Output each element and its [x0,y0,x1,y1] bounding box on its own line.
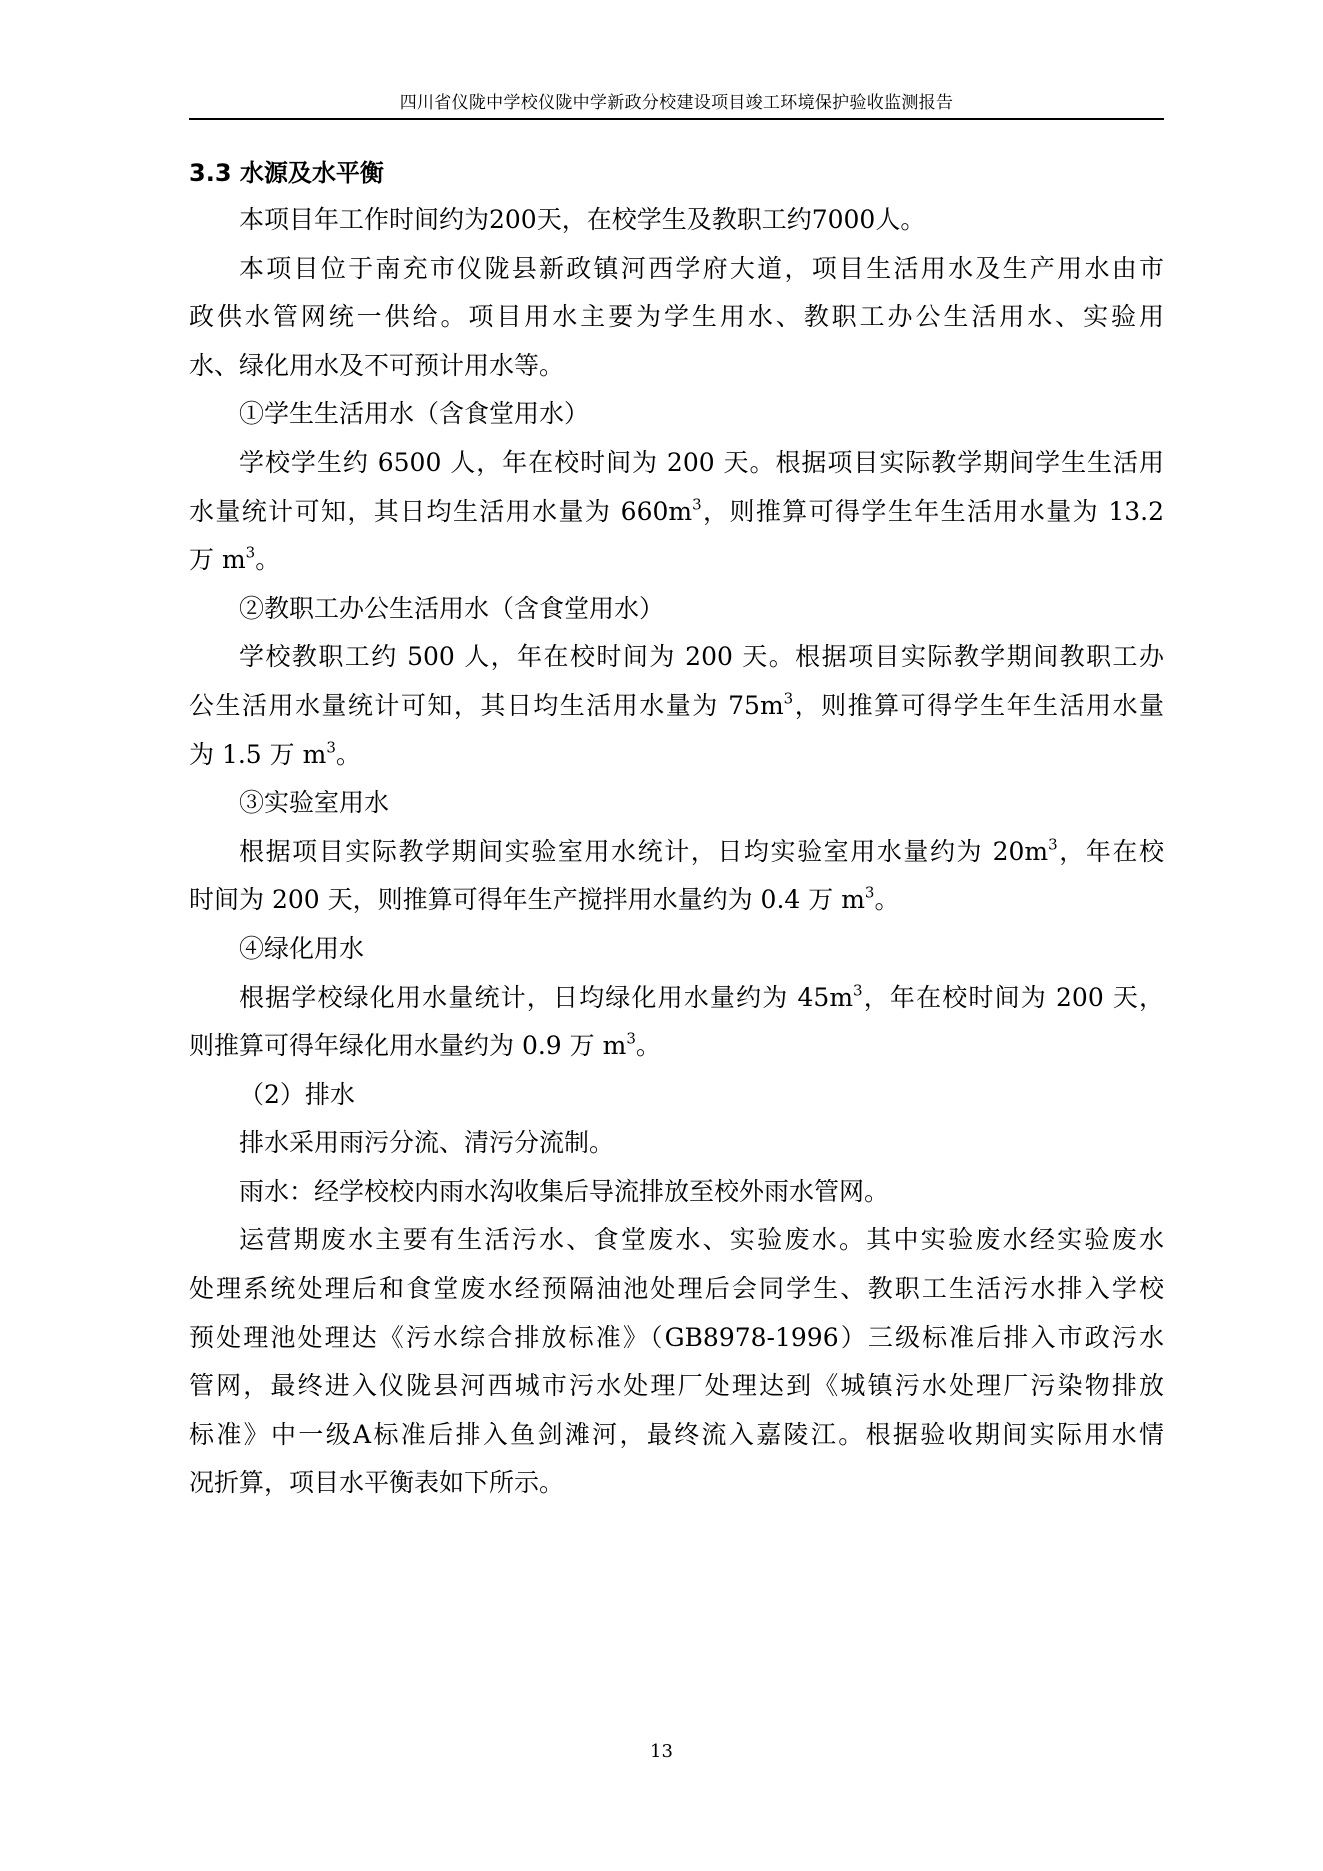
text-line: 本项目位于南充市仪陇县新政镇河西学府大道，项目生活用水及生产用水由市 [239,253,1164,283]
superscript: 3 [1048,835,1058,854]
text-line: 政供水管网统一供给。项目用水主要为学生用水、教职工办公生活用水、实验用 [189,302,1164,332]
subheading-lab-water [189,779,1164,828]
paragraph-working-time [189,196,1164,245]
page-number: 13 [650,1741,673,1762]
text-line: 管网，最终进入仪陇县河西城市污水处理厂处理达到《城镇污水处理厂污染物排放 [189,1371,1164,1401]
text-fragment: 则推算可得年绿化用水量约为 0.9 万 m [189,1031,627,1061]
text-fragment: ，则推算可得学生年生活用水量为 13.2 [701,496,1164,526]
superscript: 3 [326,738,336,757]
document-body [189,150,1164,1508]
superscript: 3 [692,495,702,514]
text-line: ①学生生活用水（含食堂用水） [239,399,590,429]
superscript: 3 [245,543,256,562]
text-line [189,828,1164,877]
text-line [189,488,1164,537]
text-line [189,974,1164,1023]
text-line: 标准》中一级A标准后排入鱼剑滩河，最终流入嘉陵江。根据验收期间实际用水情 [189,1419,1164,1449]
text-line: 本项目年工作时间约为200天，在校学生及教职工约7000人。 [239,205,926,234]
text-line [189,731,1164,780]
text-fragment: 。 [255,545,281,575]
text-line: ④绿化用水 [239,933,365,963]
subheading-drainage [189,1071,1164,1120]
text-fragment: ，则推算可得学生年生活用水量 [793,690,1164,720]
text-fragment: 万 m [189,545,246,575]
text-line [189,1022,1164,1071]
running-header: 四川省仪陇中学校仪陇中学新政分校建设项目竣工环境保护验收监测报告 [399,93,954,113]
text-fragment: ，年在校 [1057,836,1164,866]
text-line: 水、绿化用水及不可预计用水等。 [189,350,565,380]
superscript: 3 [853,981,863,999]
section-title: 3.3 水源及水平衡 [189,159,384,187]
superscript: 3 [783,689,794,708]
subheading-staff-water [189,585,1164,634]
text-fragment: 根据项目实际教学期间实验室用水统计，日均实验室用水量约为 20m [239,836,1049,866]
paragraph-wastewater [189,1216,1164,1508]
text-line: 况折算，项目水平衡表如下所示。 [189,1468,565,1498]
text-line: ③实验室用水 [239,788,390,818]
text-fragment: 。 [874,885,900,915]
text-line: 雨水：经学校校内雨水沟收集后导流排放至校外雨水管网。 [239,1176,890,1206]
text-fragment: ，年在校时间为 200 天， [862,982,1164,1012]
text-line [189,682,1164,731]
paragraph-greening-water [189,974,1164,1071]
paragraph-drainage-system [189,1119,1164,1168]
text-line: 处理系统处理后和食堂废水经预隔油池处理后会同学生、教职工生活污水排入学校 [189,1274,1164,1304]
text-fragment: 。 [335,739,361,769]
text-line: 排水采用雨污分流、清污分流制。 [239,1128,615,1158]
paragraph-student-water [189,439,1164,585]
subheading-greening-water [189,925,1164,974]
text-line: 学校学生约 6500 人，年在校时间为 200 天。根据项目实际教学期间学生生活用 [239,447,1164,477]
text-line: （2）排水 [239,1079,355,1109]
superscript: 3 [864,883,875,902]
text-line: ②教职工办公生活用水（含食堂用水） [239,593,665,623]
text-fragment: 。 [635,1031,661,1061]
paragraph-lab-water [189,828,1164,925]
superscript: 3 [626,1029,636,1048]
text-fragment: 为 1.5 万 m [189,739,327,769]
text-line: 学校教职工约 500 人，年在校时间为 200 天。根据项目实际教学期间教职工办 [239,642,1164,672]
paragraph-water-supply [189,245,1164,391]
text-line: 运营期废水主要有生活污水、食堂废水、实验废水。其中实验废水经实验废水 [239,1225,1164,1255]
text-line [189,536,1164,585]
paragraph-staff-water [189,633,1164,779]
text-line: 预处理池处理达《污水综合排放标准》（GB8978-1996）三级标准后排入市政污水 [189,1322,1164,1352]
subheading-student-water [189,390,1164,439]
text-fragment: 根据学校绿化用水量统计，日均绿化用水量约为 45m [239,982,854,1012]
header-rule [189,118,1164,120]
text-fragment: 水量统计可知，其日均生活用水量为 660m [189,496,693,526]
text-fragment: 时间为 200 天，则推算可得年生产搅拌用水量约为 0.4 万 m [189,885,865,915]
text-line [189,876,1164,925]
paragraph-rainwater [189,1168,1164,1217]
text-fragment: 公生活用水量统计可知，其日均生活用水量为 75m [189,690,784,720]
